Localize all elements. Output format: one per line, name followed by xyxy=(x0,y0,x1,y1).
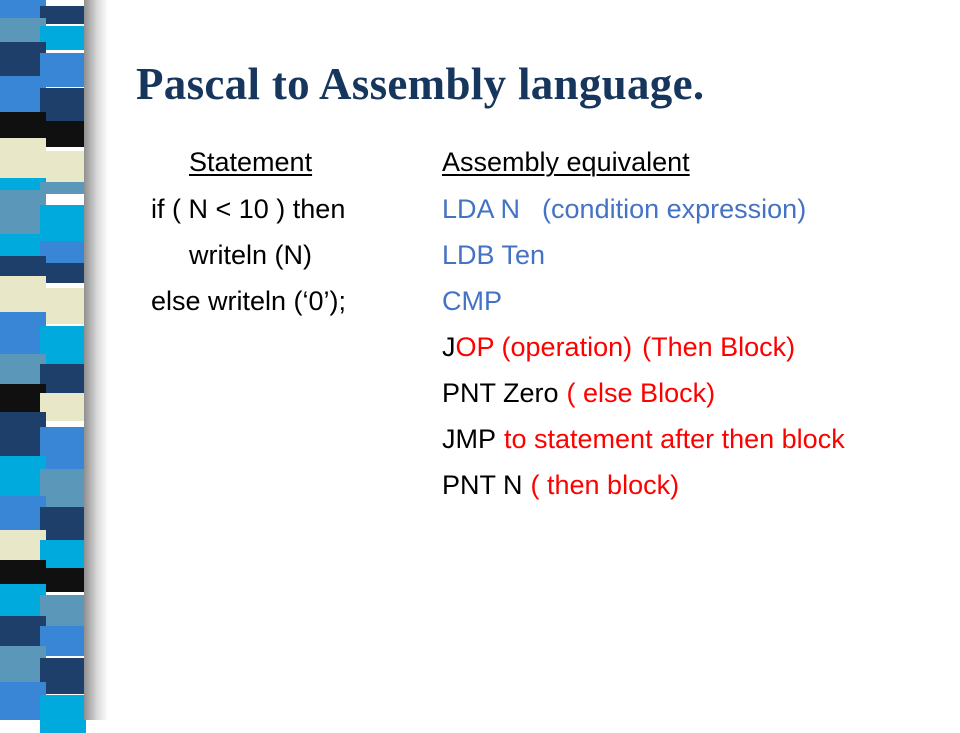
assembly-code: J xyxy=(442,332,456,362)
stripe-block xyxy=(40,595,86,627)
stripe-block xyxy=(40,326,86,368)
stripe-block xyxy=(40,6,86,24)
assembly-line xyxy=(442,469,679,501)
assembly-code: PNT N xyxy=(442,470,523,500)
stripe-block xyxy=(40,88,86,124)
stripe-shadow xyxy=(84,0,108,720)
stripe-block xyxy=(40,540,86,570)
statement-header: Statement xyxy=(189,147,313,177)
stripe-block xyxy=(40,695,86,733)
assembly-line xyxy=(442,423,845,455)
stripe-block xyxy=(40,26,86,50)
assembly-line xyxy=(442,193,806,225)
statement-line: else writeln (‘0’); xyxy=(151,286,347,316)
stripe-block xyxy=(40,241,86,263)
stripe-block xyxy=(40,364,86,394)
assembly-comment: (Then Block) xyxy=(642,332,796,362)
stripe-block xyxy=(40,182,86,194)
assembly-line xyxy=(442,377,715,409)
assembly-code: PNT Zero xyxy=(442,378,559,408)
statement-line: if ( N < 10 ) then xyxy=(151,194,346,224)
assembly-comment: to statement after then block xyxy=(504,424,845,454)
assembly-line xyxy=(442,331,795,363)
stripe-block xyxy=(40,121,86,147)
assembly-code: LDA N xyxy=(442,194,521,224)
stripe-block xyxy=(40,658,86,694)
stripe-block xyxy=(40,263,86,283)
stripe-block xyxy=(40,288,86,324)
stripe-block xyxy=(40,626,86,656)
assembly-comment: ( else Block) xyxy=(566,378,716,408)
assembly-comment: (condition expression) xyxy=(542,194,807,224)
assembly-header: Assembly equivalent xyxy=(442,147,690,177)
stripe-block xyxy=(40,393,86,421)
assembly-line: CMP xyxy=(442,286,502,316)
stripe-block xyxy=(40,568,86,592)
stripe-block xyxy=(40,469,86,509)
decorative-stripe xyxy=(0,0,108,720)
stripe-block xyxy=(40,427,86,471)
stripe-block xyxy=(40,53,86,87)
assembly-comment: OP (operation) xyxy=(455,332,633,362)
assembly-line: LDB Ten xyxy=(442,240,546,270)
stripe-block xyxy=(40,507,86,541)
assembly-comment: ( then block) xyxy=(530,470,680,500)
slide-title: Pascal to Assembly language. xyxy=(136,59,705,109)
assembly-code: JMP xyxy=(442,424,496,454)
statement-line: writeln (N) xyxy=(189,240,313,270)
